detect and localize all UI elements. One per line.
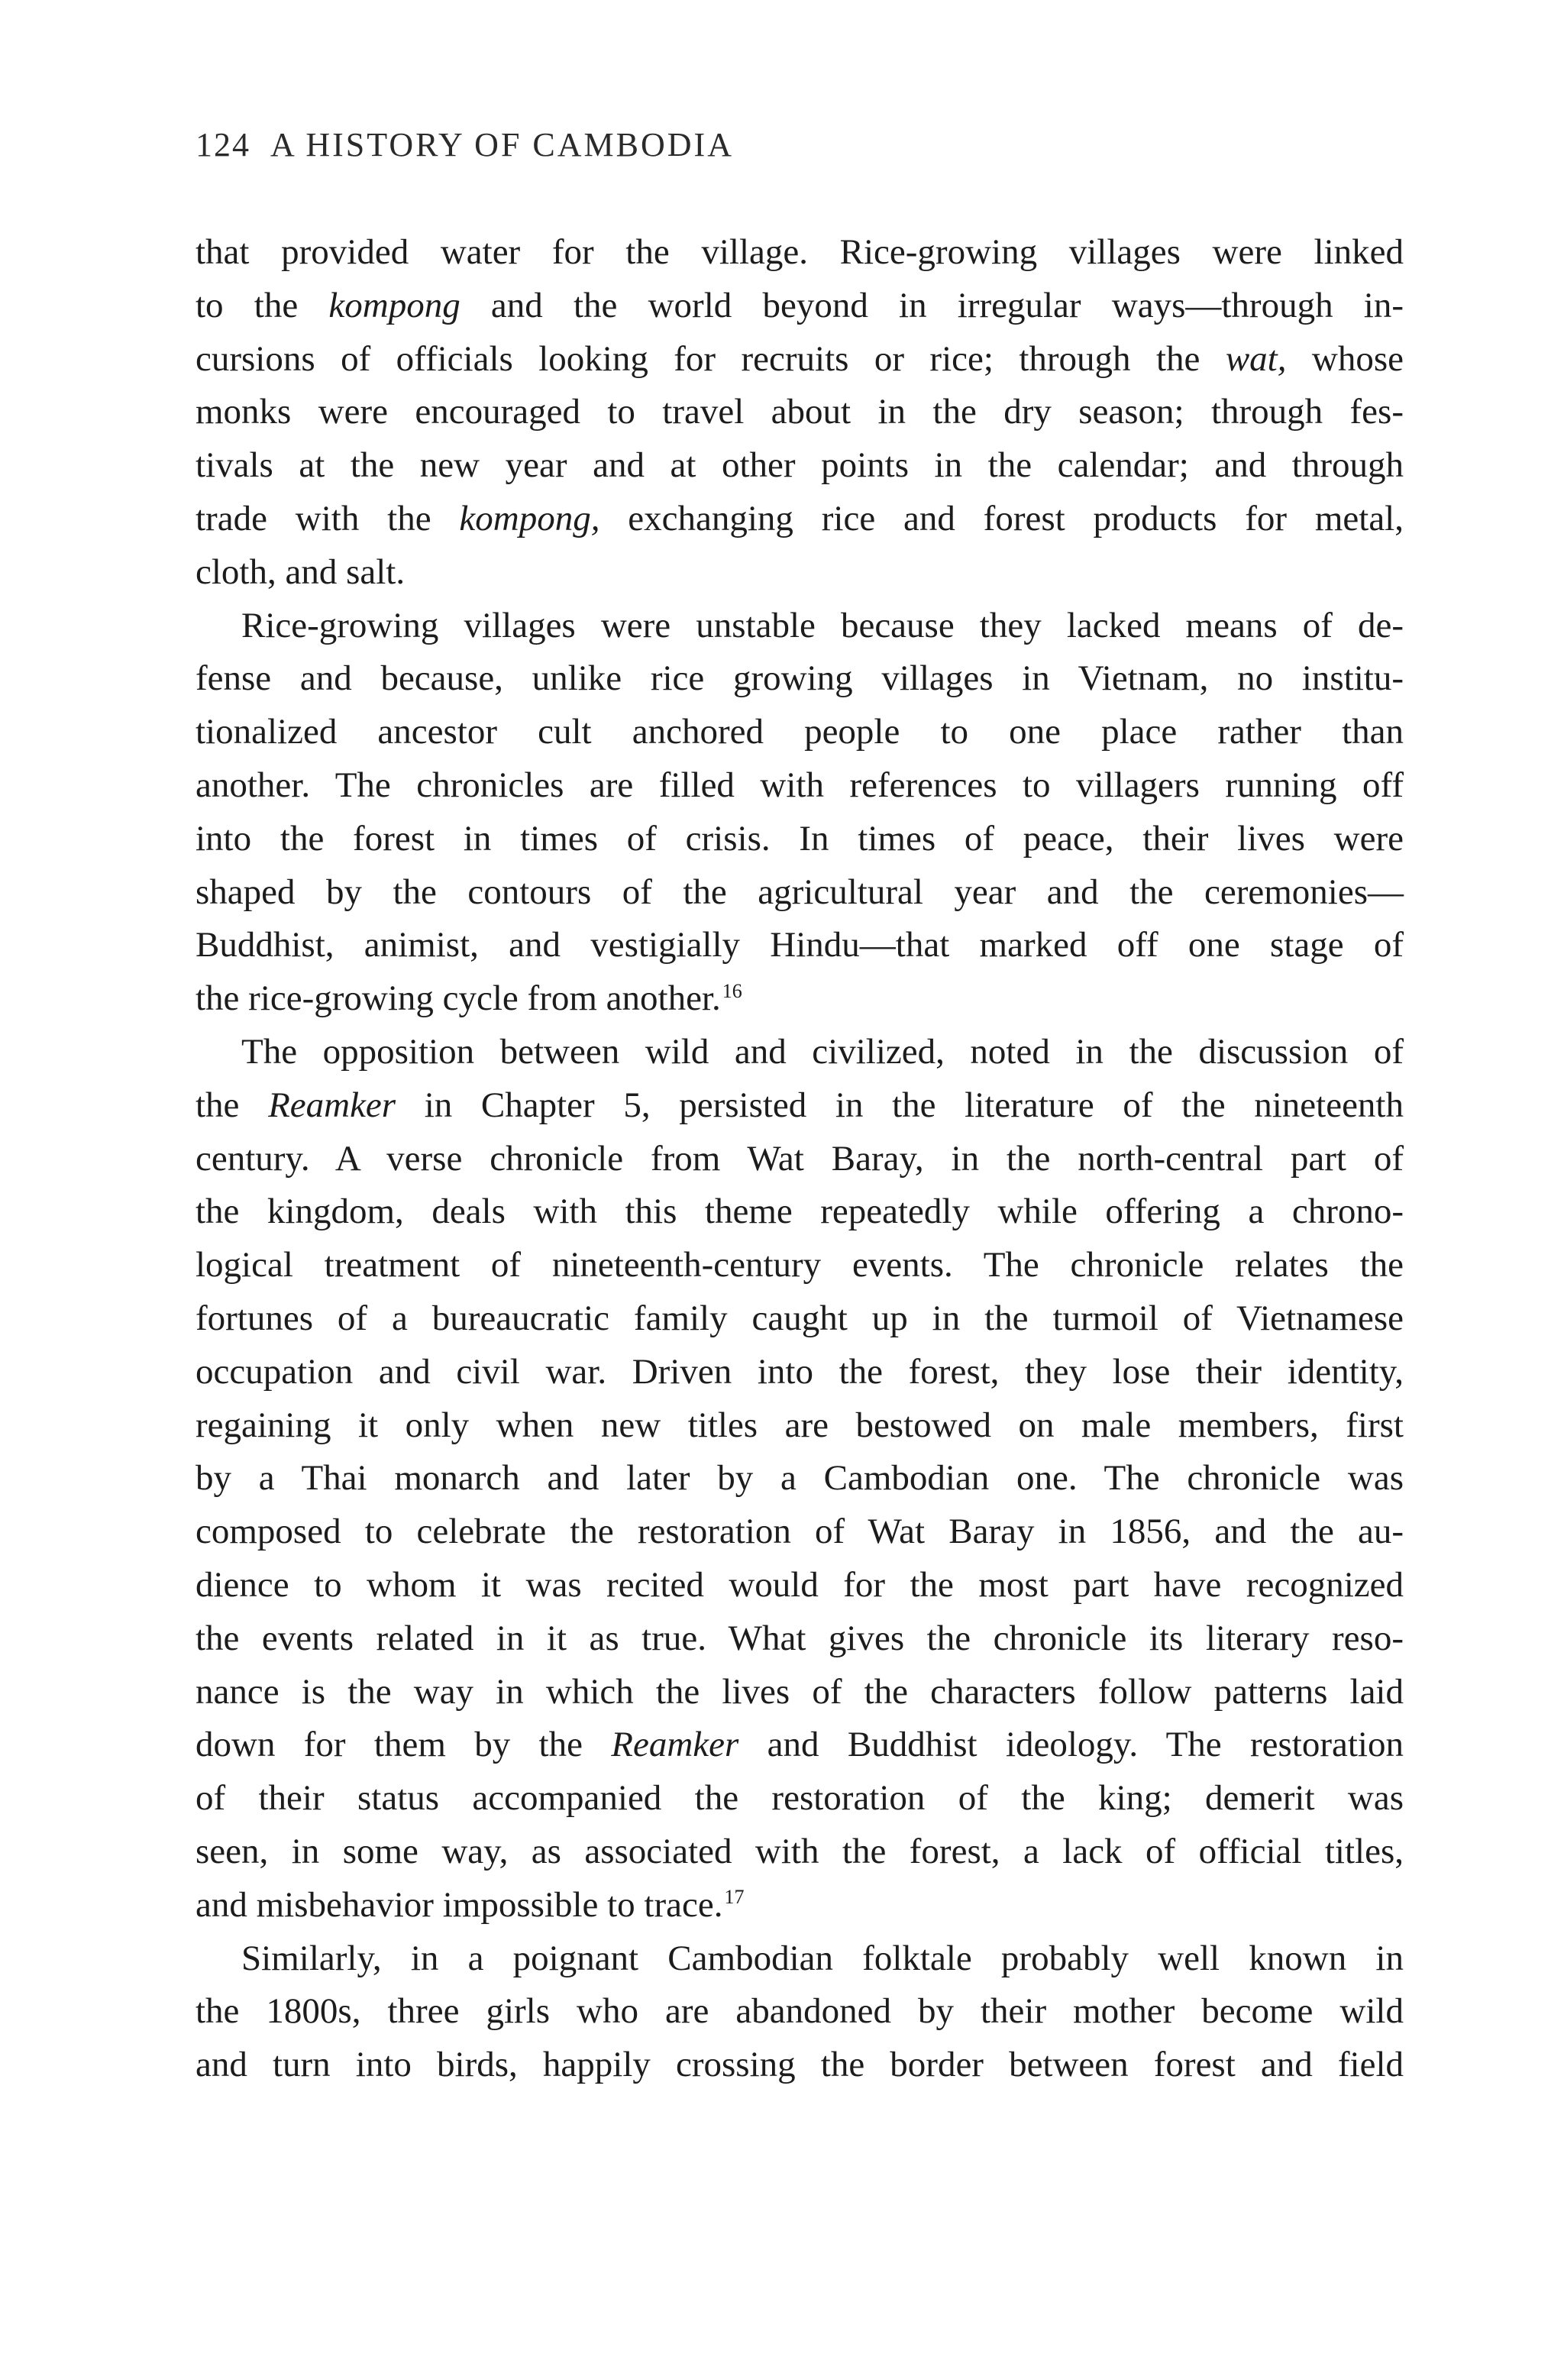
footnote-reference[interactable]: 17 xyxy=(724,1886,745,1909)
text-line xyxy=(196,2039,1404,2092)
text-line xyxy=(196,1825,1404,1879)
text-run: and the world beyond in irregular ways—through in- xyxy=(460,285,1404,325)
text-line xyxy=(196,1559,1404,1612)
text-run: into the forest in times of crisis. In times of peace, their lives were xyxy=(196,818,1404,859)
text-run: the events related in it as true. What gives the chronicle its literary reso- xyxy=(196,1618,1404,1658)
text-run: composed to celebrate the restoration of Wat Baray in 1856, and the au- xyxy=(196,1512,1404,1552)
text-line xyxy=(196,333,1404,386)
text-run: the xyxy=(196,1085,269,1125)
italic-term: Reamker xyxy=(611,1725,739,1765)
italic-term: kompong, xyxy=(459,498,600,538)
text-run: seen, in some way, as associated with the forest, a lack of official titles, xyxy=(196,1831,1404,1871)
paragraph xyxy=(196,1932,1404,2092)
text-line xyxy=(196,1452,1404,1505)
text-line xyxy=(196,1505,1404,1559)
paragraph xyxy=(196,600,1404,1026)
text-line xyxy=(196,1133,1404,1186)
text-line xyxy=(196,972,1404,1026)
text-run: Buddhist, animist, and vestigially Hindu—that marked off one stage of xyxy=(196,925,1404,965)
text-run: of their status accompanied the restoration of the king; demerit was xyxy=(196,1778,1404,1819)
text-run: in Chapter 5, persisted in the literature of the nineteenth xyxy=(396,1085,1404,1125)
text-run: shaped by the contours of the agricultural year and the ceremonies— xyxy=(196,871,1404,912)
text-line xyxy=(196,866,1404,920)
text-line xyxy=(196,1239,1404,1292)
text-run: Rice-growing villages were unstable because they lacked means of de- xyxy=(241,605,1404,645)
text-run: the 1800s, three girls who are abandoned by their mother become wild xyxy=(196,1991,1404,2032)
text-run: that provided water for the village. Rice-growing villages were linked xyxy=(196,232,1404,272)
text-run: century. A verse chronicle from Wat Baray, in the north-central part of xyxy=(196,1138,1404,1179)
text-line xyxy=(196,1026,1404,1079)
text-run: another. The chronicles are filled with references to villagers running off xyxy=(196,765,1404,805)
text-line xyxy=(196,439,1404,493)
text-line xyxy=(196,386,1404,439)
text-run: tivals at the new year and at other points in the calendar; and through xyxy=(196,445,1404,486)
text-line xyxy=(196,493,1404,546)
italic-term: Reamker xyxy=(268,1085,396,1125)
text-line xyxy=(196,1346,1404,1399)
text-line xyxy=(196,226,1404,280)
text-line xyxy=(196,1399,1404,1453)
text-line xyxy=(196,280,1404,333)
text-line xyxy=(196,1985,1404,2039)
text-line xyxy=(196,600,1404,653)
text-run: and turn into birds, happily crossing the border between forest and field xyxy=(196,2045,1404,2085)
paragraph xyxy=(196,1026,1404,1932)
text-run: down for them by the xyxy=(196,1725,612,1765)
text-run: fense and because, unlike rice growing villages in Vietnam, no institu- xyxy=(196,658,1404,699)
text-run: the kingdom, deals with this theme repeatedly while offering a chrono- xyxy=(196,1192,1404,1232)
text-run: cloth, and salt. xyxy=(196,551,406,592)
text-line xyxy=(196,759,1404,813)
text-run: trade with the xyxy=(196,498,460,538)
paragraph xyxy=(196,226,1404,600)
text-run: and Buddhist ideology. The restoration xyxy=(738,1725,1404,1765)
page-number: 124 xyxy=(196,126,250,163)
text-run: cursions of officials looking for recruits or rice; through the xyxy=(196,338,1226,379)
text-run: to the xyxy=(196,285,329,325)
text-run: the rice-growing cycle from another. xyxy=(196,978,721,1019)
text-line xyxy=(196,1185,1404,1239)
text-run: tionalized ancestor cult anchored people to one place rather than xyxy=(196,712,1404,752)
text-run: logical treatment of nineteenth-century events. The chronicle relates the xyxy=(196,1245,1404,1285)
text-line xyxy=(196,1719,1404,1772)
text-line xyxy=(196,1666,1404,1719)
text-run: by a Thai monarch and later by a Cambodian one. The chronicle was xyxy=(196,1458,1404,1499)
italic-term: wat, xyxy=(1225,338,1287,379)
text-run: whose xyxy=(1286,338,1404,379)
text-run: nance is the way in which the lives of the characters follow patterns laid xyxy=(196,1671,1404,1712)
text-run: Similarly, in a poignant Cambodian folktale probably well known in xyxy=(241,1938,1404,1978)
text-run: exchanging rice and forest products for metal, xyxy=(599,498,1404,538)
text-line xyxy=(196,546,1404,600)
text-line xyxy=(196,1079,1404,1133)
running-head xyxy=(196,128,734,162)
text-run: occupation and civil war. Driven into the forest, they lose their identity, xyxy=(196,1351,1404,1392)
text-line xyxy=(196,1612,1404,1666)
text-run: fortunes of a bureaucratic family caught up in the turmoil of Vietnamese xyxy=(196,1298,1404,1338)
text-line xyxy=(196,652,1404,706)
text-line xyxy=(196,1772,1404,1825)
book-title: A HISTORY OF CAMBODIA xyxy=(270,126,734,163)
text-run: The opposition between wild and civilized, noted in the discussion of xyxy=(241,1031,1404,1072)
italic-term: kompong xyxy=(328,285,460,325)
body-text xyxy=(196,226,1404,2092)
footnote-reference[interactable]: 16 xyxy=(722,979,742,1002)
text-run: monks were encouraged to travel about in the dry season; through fes- xyxy=(196,392,1404,432)
text-run: dience to whom it was recited would for the most part have recognized xyxy=(196,1564,1404,1605)
text-line xyxy=(196,1292,1404,1346)
text-run: and misbehavior impossible to trace. xyxy=(196,1884,723,1925)
text-line xyxy=(196,1879,1404,1932)
text-line xyxy=(196,919,1404,972)
text-run: regaining it only when new titles are bestowed on male members, first xyxy=(196,1405,1404,1445)
text-line xyxy=(196,706,1404,759)
text-line xyxy=(196,1932,1404,1986)
text-line xyxy=(196,813,1404,866)
